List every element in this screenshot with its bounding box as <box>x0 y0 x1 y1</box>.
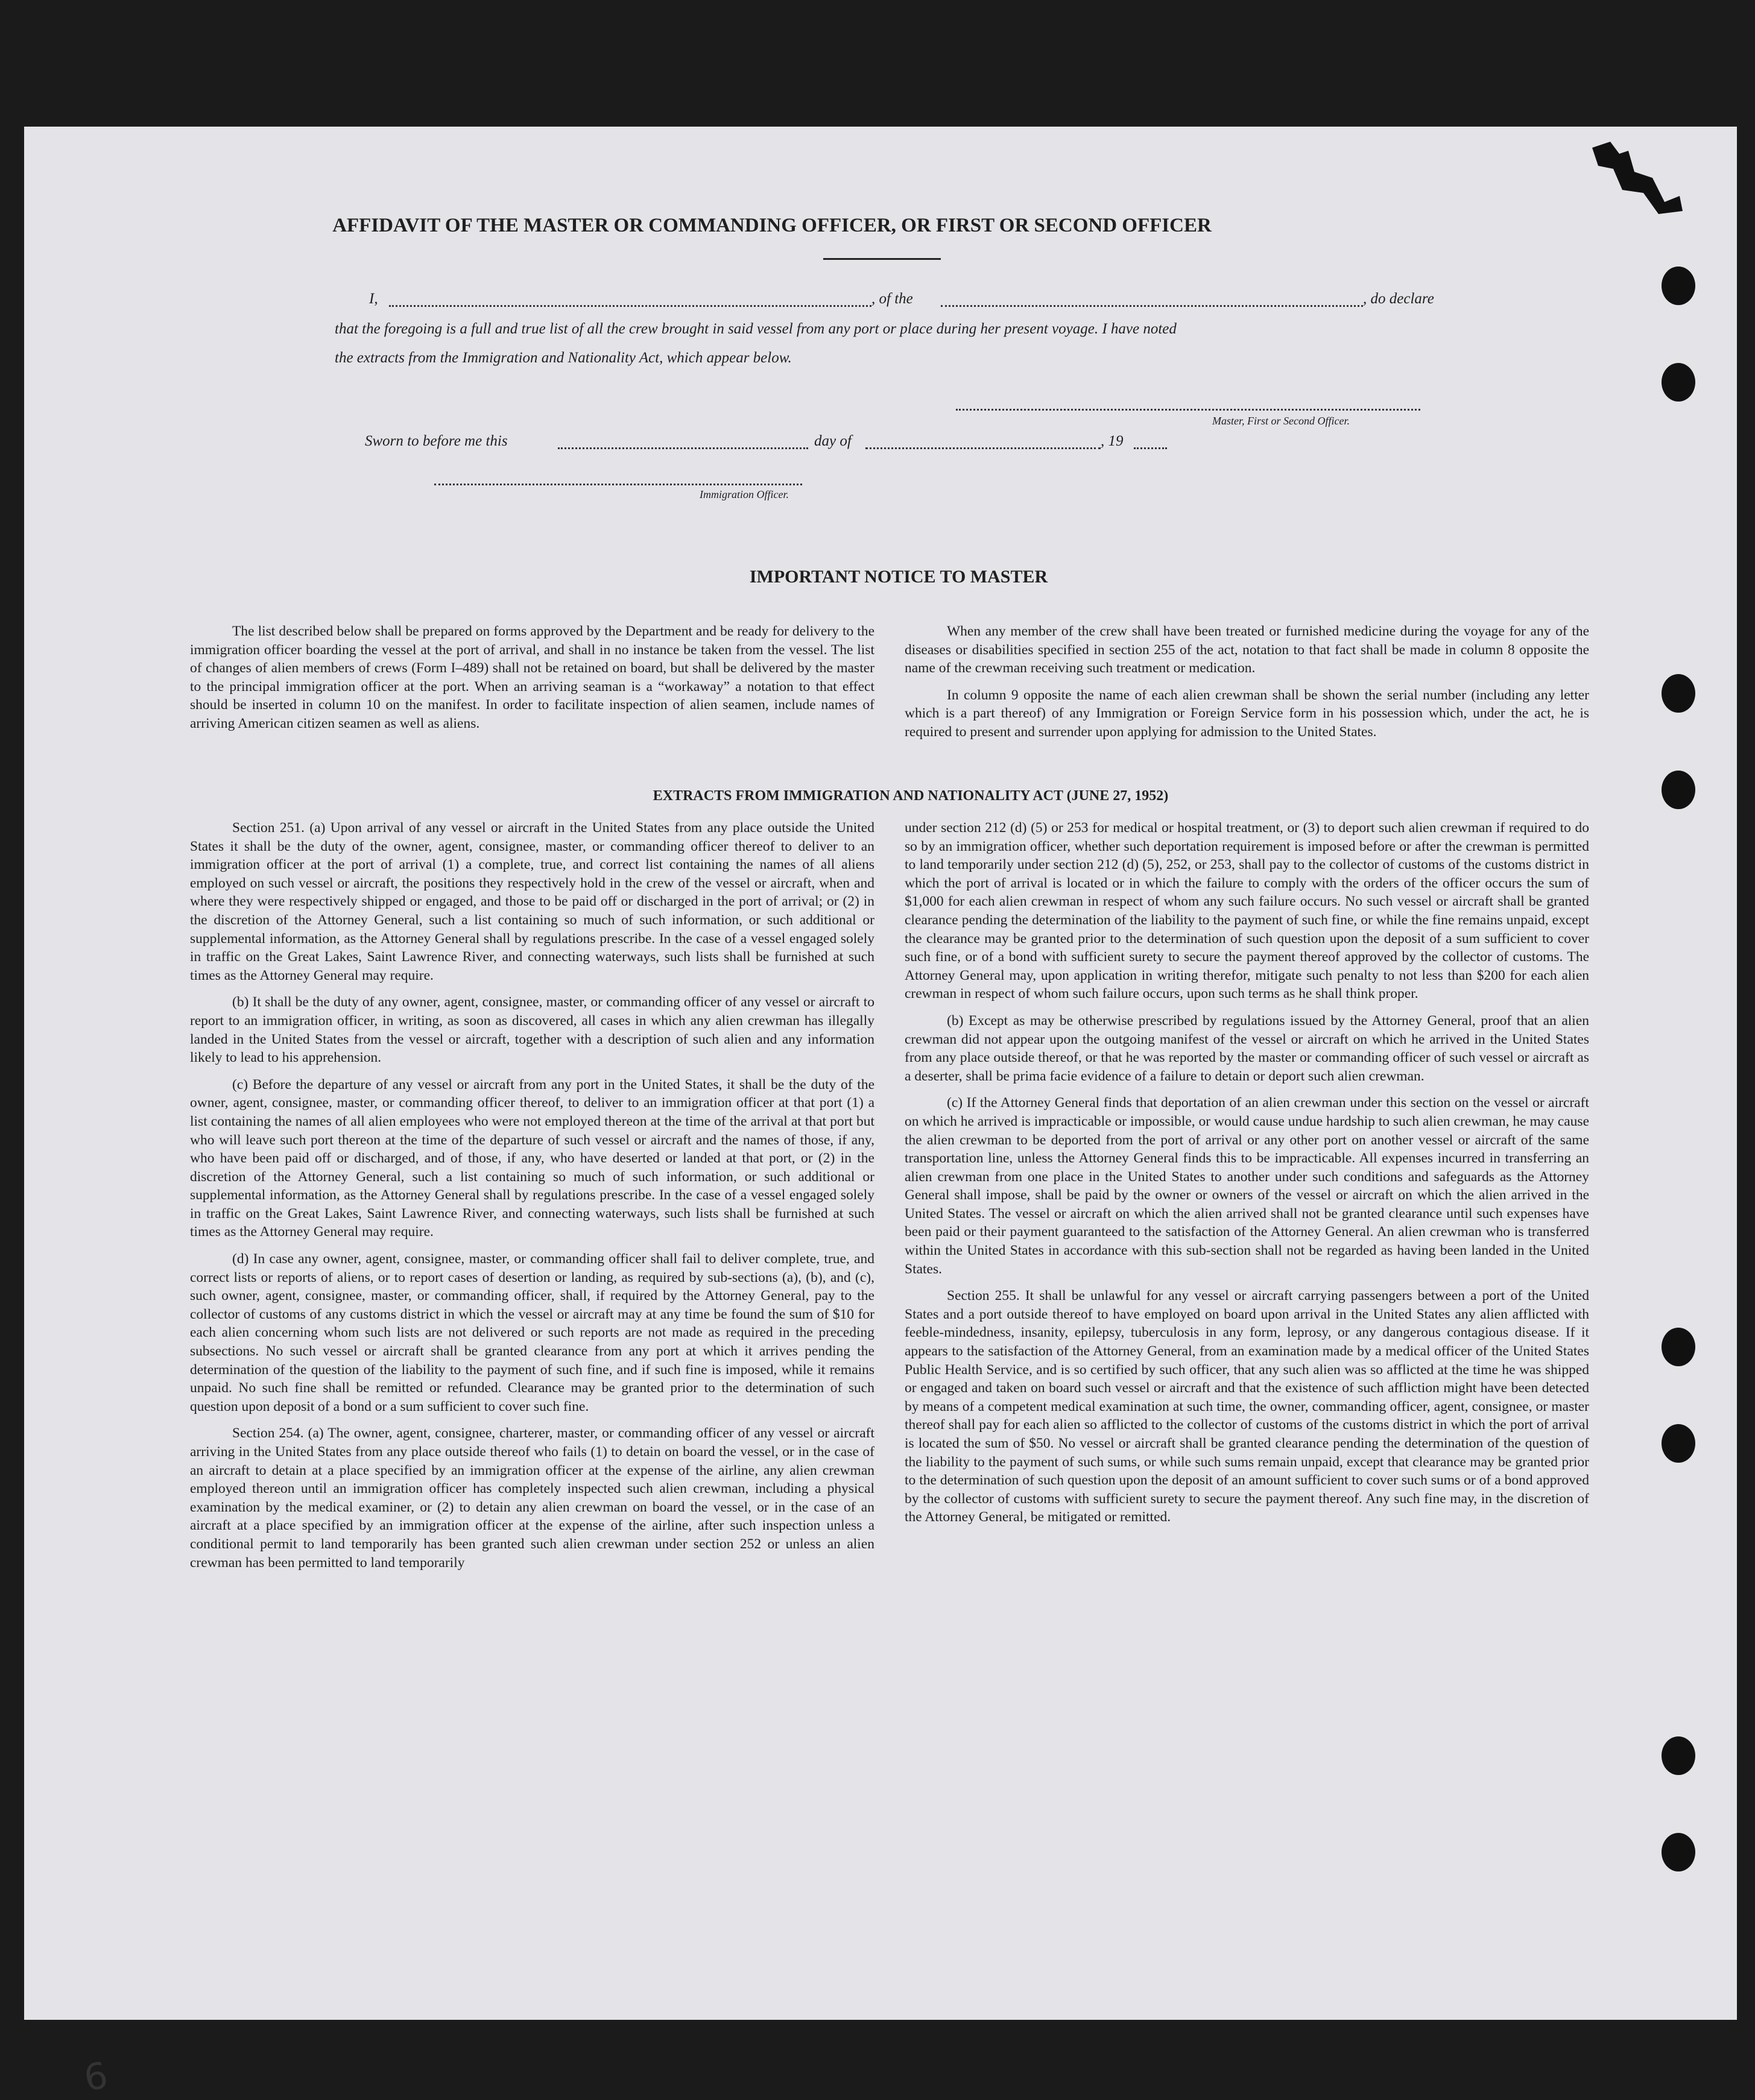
master-signature-label: Master, First or Second Officer. <box>1212 415 1350 427</box>
document-page <box>24 127 1737 2100</box>
title-divider <box>823 258 941 260</box>
extract-paragraph: Section 254. (a) The owner, agent, consignee, charterer, master, or commanding officer of any vessel or aircraft arriving in the United States from any place outside thereof who fails (1) to detain on board the vessel, or in the case of an aircraft to detain at a place specified by an immigration officer at the expense of the airline, any alien crewman employed thereon until an immigration officer has completely inspected such alien crewman, including a physical examination by the medical examiner, or (2) to detain any alien crewman on board the vessel, or in the case of an aircraft at a place specified by an immigration officer at the expense of the airline, after such inspection unless a conditional permit to land temporarily has been granted such alien crewman under section 252 or unless an alien crewman has been permitted to land temporarily <box>190 1425 874 1571</box>
master-signature-line <box>956 409 1420 411</box>
officer-signature-line <box>434 484 802 485</box>
extract-paragraph: under section 212 (d) (5) or 253 for medical or hospital treatment, or (3) to deport such alien crewman if required to do so by an immigration officer, whether such deportation requirement is imposed before or after the crewman is permitted to land temporarily under section 212 (d) (5), 252, or 253, shall pay to the collector of customs of the customs district in which the port of arrival is located or in which the failure to comply with the orders of the officer occurs the sum of $1,000 for each alien crewman in respect of whom any such failure occurs. No such vessel or aircraft shall be granted clearance pending the determination of the liability to the payment of such fine, or while the fine remains unpaid, except the clearance may be granted prior to the determination of such question upon the deposit of a sum sufficient to cover such fine, or of a bond with sufficient surety to secure the payment thereof approved by the collector of customs. The Attorney General may, upon application in writing therefor, mitigate such penalty to not less than $200 for each alien crewman in respect of whom such failure occurs, upon such terms as he shall think proper. <box>905 820 1589 1002</box>
notice-paragraph: In column 9 opposite the name of each alien crewman shall be shown the serial number (including any letter which is a part thereof) of any Immigration or Foreign Service form in his possession which, under the act, he is required to present and surrender upon applying for admission to the United States. <box>905 687 1589 740</box>
declaration-line-3: the extracts from the Immigration and Nationality Act, which appear below. <box>335 350 792 366</box>
extract-paragraph: (b) Except as may be otherwise prescribed by regulations issued by the Attorney General, proof that an alien crewman did not appear upon the outgoing manifest of the vessel or aircraft on which he arrived in the United States from any place outside thereof, or that he was reported by the master or commanding officer of such vessel or aircraft as a deserter, shall be prima facie evidence of a failure to detain or deport such alien crewman. <box>905 1012 1589 1084</box>
notice-right-column <box>905 622 1589 750</box>
notice-paragraph: The list described below shall be prepared on forms approved by the Department and be ready for delivery to the immigration officer boarding the vessel at the port of arrival, and shall in no instance be taken from the vessel. The list of changes of alien members of crews (Form I–489) shall not be retained on board, but shall be delivered by the master to the principal immigration officer at the port. When an arriving seaman is a “workaway” a notation to that effect should be inserted in column 10 on the manifest. In order to facilitate inspection of alien seamen, include names of arriving American citizen seamen as well as aliens. <box>190 623 874 731</box>
name-blank <box>389 305 871 307</box>
punch-hole <box>1662 771 1695 809</box>
extract-paragraph: Section 251. (a) Upon arrival of any vessel or aircraft in the United States from any place outside the United States it shall be the duty of the owner, agent, consignee, master, or commanding officer thereof to deliver to an immigration officer at the port of arrival (1) a complete, true, and correct list containing the names of all aliens employed on such vessel or aircraft, the positions they respectively hold in the crew of the vessel or aircraft, when and where they were respectively shipped or engaged, and those to be paid off or discharged in the port of arrival; or (2) in the discretion of the Attorney General, such a list containing so much of such information, or such additional or supplemental information, as the Attorney General shall by regulations prescribe. In the case of a vessel engaged solely in traffic on the Great Lakes, Saint Lawrence River, and connecting waterways, such lists shall be furnished at such times as the Attorney General may require. <box>190 820 874 983</box>
declaration-i: I, <box>369 291 378 307</box>
sworn-day-blank <box>558 447 808 449</box>
punch-hole <box>1662 1424 1695 1463</box>
punch-hole <box>1662 1833 1695 1871</box>
handwritten-page-number: 6 <box>81 2054 111 2100</box>
affidavit-title: AFFIDAVIT OF THE MASTER OR COMMANDING OFFICER, OR FIRST OR SECOND OFFICER <box>332 215 1212 236</box>
officer-signature-label: Immigration Officer. <box>700 488 789 500</box>
extracts-right-column <box>905 819 1589 1535</box>
punch-hole <box>1662 1328 1695 1366</box>
torn-corner-mark <box>1586 136 1707 220</box>
extract-paragraph: (c) Before the departure of any vessel or aircraft from any port in the United States, it shall be the duty of the owner, agent, consignee, master, or commanding officer thereof, to deliver to an immigration officer at that port (1) a list containing the names of all alien employees who were not employed thereon at the time of the arrival at that port but who will leave such port thereon at the time of the departure of such vessel or aircraft and the names of those, if any, who have been paid off or discharged, and of those, if any, who have deserted or landed at that port, or (2) in the discretion of the Attorney General, such a list containing so much of such information, or such additional or supplemental information, as the Attorney General shall by regulations prescribe. In the case of a vessel engaged solely in traffic on the Great Lakes, Saint Lawrence River, and connecting waterways, such lists shall be furnished at such times as the Attorney General may require. <box>190 1076 874 1240</box>
extract-paragraph: (b) It shall be the duty of any owner, agent, consignee, master, or commanding officer of any vessel or aircraft to report to an immigration officer, in writing, as soon as discovered, all cases in which any alien crewman has illegally landed in the United States from the vessel or aircraft, together with a description of such alien and any information likely to lead to his apprehension. <box>190 994 874 1066</box>
declaration-do-declare: , do declare <box>1363 291 1434 307</box>
notice-paragraph: When any member of the crew shall have been treated or furnished medicine during the voyage for any of the diseases or disabilities specified in section 255 of the act, notation to that fact shall be made in column 8 opposite the name of the crewman receiving such treatment or medication. <box>905 623 1589 676</box>
punch-hole <box>1662 674 1695 713</box>
extract-paragraph: Section 255. It shall be unlawful for any vessel or aircraft carrying passengers between a port of the United States and a port outside thereof to have employed on board upon arrival in the United States any alien afflicted with feeble-mindedness, insanity, epilepsy, tuberculosis in any form, leprosy, or any dangerous contagious disease. If it appears to the satisfaction of the Attorney General, from an examination made by a medical officer of the United States Public Health Service, and is so certified by such officer, that any such alien was so afflicted at the time he was shipped or engaged and taken on board such vessel or aircraft and that the existence of such affliction might have been detected by means of a competent medical examination at such time, the owner, commanding officer, agent, consignee, or master thereof shall pay for each alien so afflicted to the collector of customs of the customs district in which the port of arrival is located the sum of $50. No vessel or aircraft shall be granted clearance pending the determination of the question of the liability to the payment of such sums, or while such sums remain unpaid, except that clearance may be granted prior to the determination of such question upon the deposit of an amount sufficient to cover such sums or of a bond approved by the collector of customs with sufficient surety to secure the payment thereof. Any such fine may, in the discretion of the Attorney General, be mitigated or remitted. <box>905 1288 1589 1525</box>
sworn-prefix: Sworn to before me this <box>365 433 508 449</box>
extract-paragraph: (c) If the Attorney General finds that deportation of an alien crewman under this section on the vessel or aircraft on which he arrived is impracticable or impossible, or would cause undue hardship to such alien crewman, he may cause the alien crewman to be deported from the port of arrival or any other port on another vessel or aircraft of the same transportation line, unless the Attorney General finds this to be impracticable. All expenses incurred in transferring an alien crewman from one place in the United States to another under such conditions and safeguards as the Attorney General shall impose, shall be paid by the owner or owners of the vessel or aircraft on which the alien arrived in the United States. The vessel or aircraft on which the alien arrived shall not be granted clearance until such expenses have been paid or their payment guaranteed to the satisfaction of the Attorney General. An alien crewman who is transferred within the United States in accordance with this sub-section shall not be regarded as having been landed in the United States. <box>905 1095 1589 1277</box>
extracts-title: EXTRACTS FROM IMMIGRATION AND NATIONALITY ACT (JUNE 27, 1952) <box>653 788 1169 804</box>
notice-left-column <box>190 622 874 742</box>
declaration-of-the: , of the <box>871 291 913 307</box>
punch-hole <box>1662 363 1695 402</box>
sworn-day-of: day of <box>814 433 852 449</box>
notice-title: IMPORTANT NOTICE TO MASTER <box>749 567 1048 587</box>
extract-paragraph: (d) In case any owner, agent, consignee, master, or commanding officer shall fail to deliver complete, true, and correct lists or reports of aliens, or to report cases of desertion or landing, as required by sub-sections (a), (b), and (c), such owner, agent, consignee, master, or commanding officer, shall, if required by the Attorney General, pay to the collector of customs of any customs district in which the vessel or aircraft may at any time be found the sum of $10 for each alien concerning whom such lists are not delivered or such reports are not made as required in the preceding subsections. No such vessel or aircraft shall be granted clearance from any port at which it arrives pending the determination of the question of the liability to the payment of such fine, and if such fine is imposed, while it remains unpaid. No such fine shall be remitted or refunded. Clearance may be granted prior to the determination of such question upon deposit of a bond or a sum sufficient to cover such fine. <box>190 1251 874 1414</box>
sworn-year-blank <box>1134 447 1167 449</box>
sworn-month-blank <box>865 447 1101 449</box>
punch-hole <box>1662 266 1695 305</box>
extracts-left-column <box>190 819 874 1580</box>
vessel-blank <box>941 305 1363 307</box>
punch-hole <box>1662 1736 1695 1775</box>
declaration-line-2: that the foregoing is a full and true list of all the crew brought in said vessel from any port or place during her present voyage. I have noted <box>335 321 1177 337</box>
sworn-year: , 19 <box>1101 433 1124 449</box>
